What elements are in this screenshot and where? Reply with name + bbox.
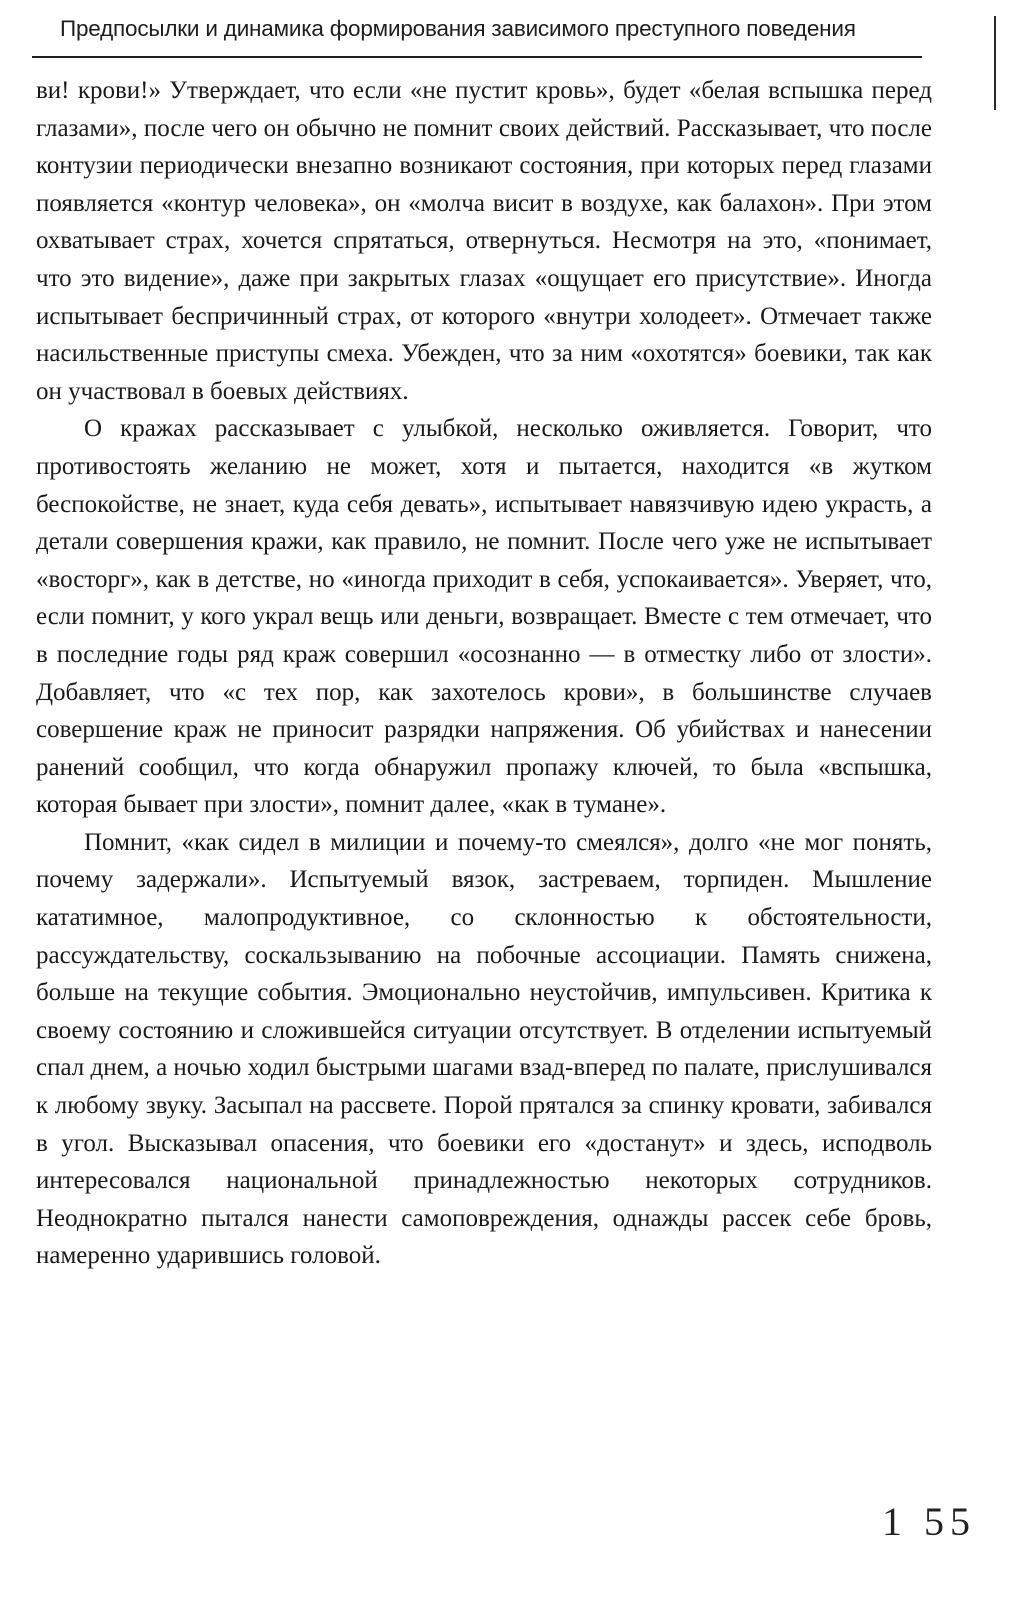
paragraph-3: Помнит, «как сидел в милиции и почему-то смеялся», долго «не мог понять, почему задержали». Испытуемый вязок, застреваем, торпиден. Мышление кататимное, малопродуктивное, со склонностью к обстоятельности, рассуждательству, соскальзыванию на побочные ассоциации. Память снижена, больше на текущие события. Эмоционально неустойчив, импульсивен. Критика к своему состоянию и сложившейся ситуации отсутствует. В отделении испытуемый спал днем, а ночью ходил быстрыми шагами взад-вперед по палате, прислушивался к любому звуку. Засыпал на рассвете. Порой прятался за спинку кровати, забивался в угол. Высказывал опасения, что боевики его «достанут» и здесь, исподволь интересовался национальной принадлежностью некоторых сотрудников. Неоднократно пытался нанести самоповреждения, однажды рассек себе бровь, намеренно ударившись головой. — [36, 828, 932, 1270]
paragraph-2: О кражах рассказывает с улыбкой, несколько оживляется. Говорит, что противостоять желанию не может, хотя и пытается, находится «в жутком беспокойстве, не знает, куда себя девать», испытывает навязчивую идею украсть, а детали совершения кражи, как правило, не помнит. После чего уже не испытывает «восторг», как в детстве, но «иногда приходит в себя, успокаивается». Уверяет, что, если помнит, у кого украл вещь или деньги, возвращает. Вместе с тем отмечает, что в последние годы ряд краж совершил «осознанно — в отместку либо от злости». Добавляет, что «с тех пор, как захотелось крови», в большинстве случаев совершение краж не приносит разрядки напряжения. Об убийствах и нанесении ранений сообщил, что когда обнаружил пропажу ключей, то была «вспышка, которая бывает при злости», помнит далее, «как в тумане». — [36, 415, 932, 819]
running-header: Предпосылки и динамика формирования зависимого преступного поведения — [60, 16, 856, 41]
page-number: 1 55 — [882, 1499, 976, 1544]
page-edge-mark — [994, 16, 996, 110]
paragraph-1: ви! крови!» Утверждает, что если «не пустит кровь», будет «белая вспышка перед глазами», после чего он обычно не помнит своих действий. Рассказывает, что после контузии периодически внезапно возникают состояния, при которых перед глазами появляется «контур человека», он «молча висит в воздухе, как балахон». При этом охватывает страх, хочется спрятаться, отвернуться. Несмотря на это, «понимает, что это видение», даже при закрытых глазах «ощущает его присутствие». Иногда испытывает беспричинный страх, от которого «внутри холодеет». Отмечает также насильственные приступы смеха. Убежден, что за ним «охотятся» боевики, так как он участвовал в боевых действиях. — [36, 77, 932, 405]
body-text — [36, 72, 932, 1275]
header-rule — [32, 56, 922, 58]
